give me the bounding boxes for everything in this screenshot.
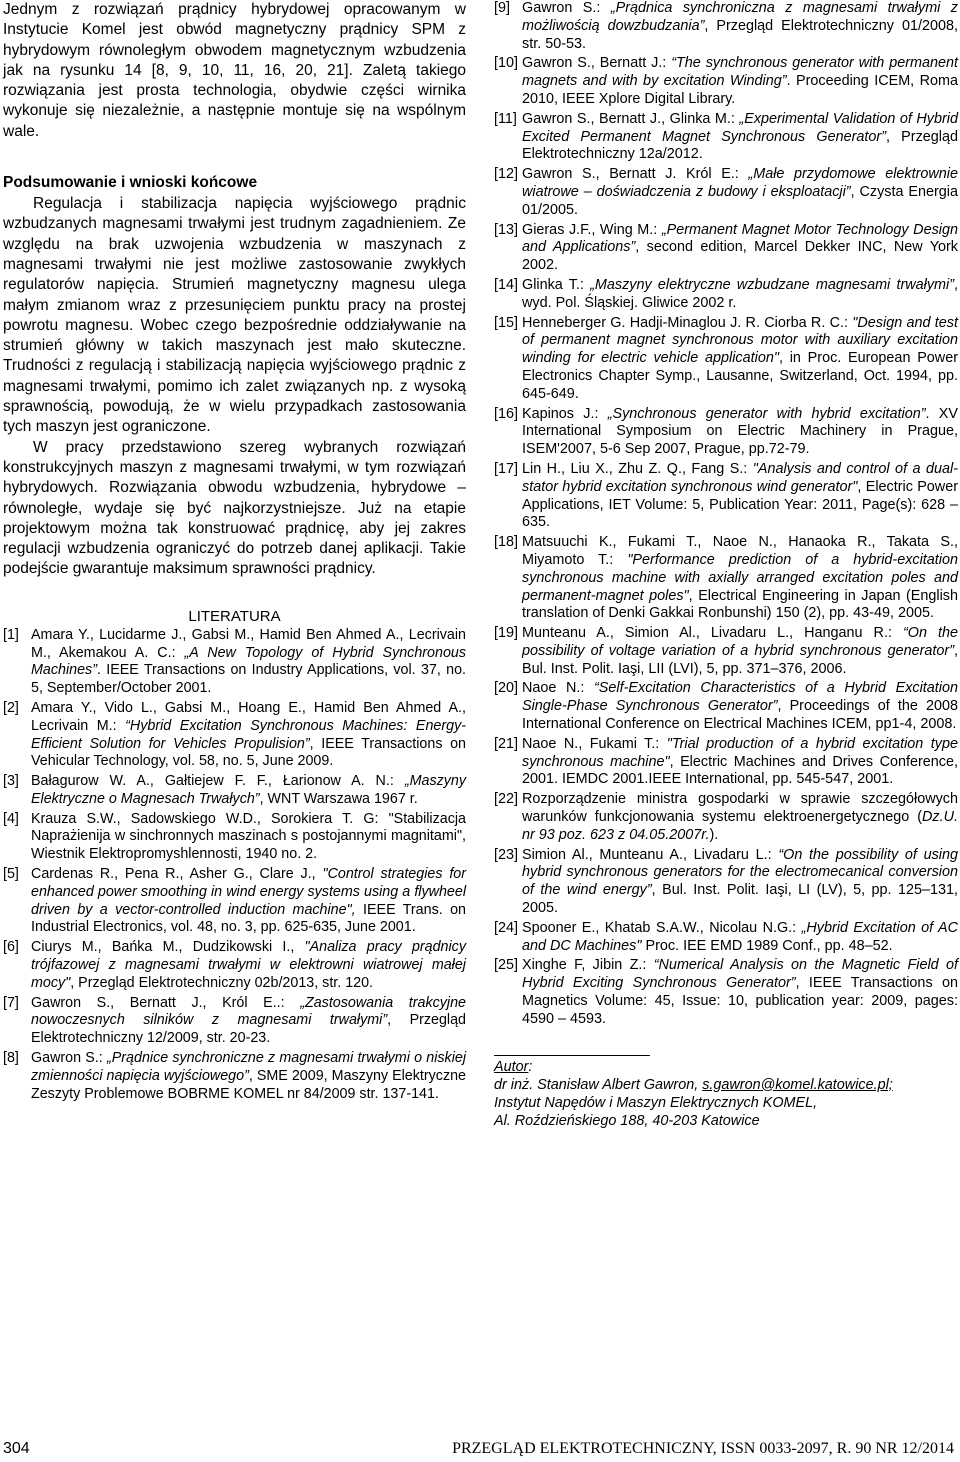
reference-source: , Przegląd Elektrotechniczny 12/2009, str. 20-23. (31, 1012, 466, 1047)
reference-item (494, 957, 958, 1028)
reference-title: "Performance prediction of a hybrid-excitation synchronous machine with axially arranged excitation poles and permanent-magnet poles" (522, 551, 958, 604)
reference-authors: Gawron S., Bernatt J., Król E..: (31, 994, 301, 1011)
reference-number: [14] (494, 276, 519, 293)
reference-item (494, 222, 958, 275)
reference-authors: Matsuuchi K., Fukami T., Naoe N., Hanaoka R., Takata S., Miyamoto T.: (522, 534, 958, 568)
reference-number: [3] (3, 773, 19, 790)
right-reference-list (494, 0, 958, 1029)
reference-item (494, 625, 958, 678)
reference-title: "Analysis and control of a dual-stator hybrid excitation synchronous wind generator" (522, 460, 958, 495)
reference-text (522, 406, 958, 459)
reference-authors: Lin H., Liu X., Zhu Z. Q., Fang S.: (522, 460, 753, 477)
reference-number: [16] (494, 405, 519, 422)
reference-title: "Control strategies for enhanced power smoothing in wind energy systems using a flywheel driven by a vector-controlled induction machine", (31, 866, 467, 918)
reference-title: „Prądnice synchroniczne z magnesami trwałymi o niskiej zmienności napięcia wyjściowego” (31, 1050, 466, 1084)
reference-title: “Self-Excitation Characteristics of a Hybrid Excitation Single-Phase Synchronous Generator” (522, 680, 958, 715)
author-address: Al. Roździeńskiego 188, 40-203 Katowice (494, 1112, 760, 1129)
reference-item (494, 406, 958, 459)
reference-item (3, 773, 466, 809)
reference-number: [6] (3, 939, 19, 956)
reference-title: „Maszyny Elektryczne o Magnesach Trwałych” (31, 773, 466, 807)
reference-text (522, 534, 958, 623)
reference-authors: Simion Al., Munteanu A., Livadaru L.: (522, 846, 779, 863)
reference-title: "Design and test of permanent magnet synchronous motor with auxiliary excitation winding for electric vehicle application" (522, 314, 958, 367)
reference-number: [2] (3, 699, 19, 716)
reference-source: . IEEE Transactions on Industry Applications, vol. 37, no. 5, September/October 2001. (31, 662, 466, 697)
reference-item (494, 534, 958, 623)
author-email-link[interactable]: s.gawron@komel.katowice.pl; (702, 1076, 893, 1093)
page-footer (0, 1440, 960, 1462)
reference-text (522, 222, 958, 275)
reference-number: [23] (494, 846, 519, 863)
reference-item (494, 0, 958, 53)
reference-text (31, 773, 466, 809)
reference-text (31, 1050, 466, 1103)
reference-number: [19] (494, 625, 519, 642)
summary-paragraph-1: Regulacja i stabilizacja napięcia wyjściowego prądnic wzbudzanych magnesami trwałymi jest trudnym zagadnieniem. Ze względu na brak uzwojenia wzbudzenia w maszynach z magnesami trwałymi nie jest możliwe zastosowanie zwykłych regulatorów napięcia. Strumień magnetyczny magnesu ulega małym zmianom wraz z przesunięciem punktu pracy na prostej powrotu magnesu. Wobec czego bezpośrednie oddziaływanie na strumień główny w takich maszynach jest mało skuteczne. Trudności z regulacją i stabilizacją napięcia wyjściowego prądnic z magnesami trwałymi, pomimo ich zalet związanych np. z wysoką sprawnością, powodują, że w wielu przypadkach zastosowania tych maszyn jest ograniczone. (3, 195, 466, 436)
reference-title: “Hybrid Excitation Synchronous Machines: Energy-Efficient Solution for Vehicles Propulision” (31, 717, 466, 752)
reference-authors: Naoe N., Fukami T.: (522, 735, 667, 752)
reference-title: „Hybrid Excitation of AC and DC Machines" (522, 919, 959, 954)
reference-number: [9] (494, 0, 510, 16)
reference-title: “On the possibility of using hybrid synchronous generators for the electromecanical conversion of the wind energy” (522, 846, 958, 899)
reference-text (522, 315, 958, 404)
reference-title: "Analiza pracy prądnicy trójfazowej z magnesami trwałymi w elektrowni wiatrowej małej mocy" (31, 939, 466, 991)
reference-source: Proc. IEE EMD 1989 Conf., pp. 48–52. (641, 937, 893, 954)
reference-source: , Przegląd Elektrotechniczny 01/2008, str. 50-53. (522, 17, 958, 52)
reference-number: [7] (3, 994, 19, 1011)
reference-item (3, 700, 466, 771)
reference-source: . Proceeding ICEM, Roma 2010, IEEE Xplore Digital Library. (522, 73, 958, 107)
reference-authors: Gawron S., Bernatt J., Glinka M.: (522, 110, 740, 127)
author-name: dr inż. Stanisław Albert Gawron, (494, 1076, 703, 1093)
reference-source: . XV International Symposium on Electric Machinery in Prague, ISEM'2007, 5-6 Sep 2007, Prague, pp.72-79. (522, 405, 958, 458)
reference-item (494, 55, 958, 108)
reference-authors: Spooner E., Khatab S.A.W., Nicolau N.G.: (522, 919, 802, 936)
reference-source: , Przegląd Elektrotechniczny 02b/2013, str. 120. (70, 974, 374, 991)
reference-item (3, 1050, 466, 1103)
reference-item (3, 939, 466, 992)
reference-source: , Czysta Energia 01/2005. (522, 183, 959, 218)
reference-authors: Bałagurow W. A., Gałtiejew F. F., Łarionow A. N.: (31, 773, 405, 790)
reference-authors: Gawron S.: (522, 0, 611, 16)
reference-source: , Bul. Inst. Polit. Iaşi, LI (LV), 5, pp. 125–131, 2005. (522, 882, 958, 917)
reference-authors: Henneberger G. Hadji-Minaglou J. R. Ciorba R. C.: (522, 314, 853, 331)
reference-source: , second edition, Marcel Dekker INC, New York 2002. (522, 239, 958, 274)
reference-authors: Glinka T.: (522, 276, 591, 293)
reference-source: , IEEE Transactions on Vehicular Technology, vol. 58, no. 5, June 2009. (31, 735, 466, 770)
reference-text (522, 847, 958, 918)
reference-title: „Experimental Validation of Hybrid Excited Permanent Magnet Synchronous Generator” (522, 110, 958, 145)
reference-authors: Cardenas R., Pena R., Asher G., Clare J., (31, 866, 323, 883)
reference-item (494, 680, 958, 733)
reference-source: IEEE Trans. on Industrial Electronics, vol. 48, no. 3, pp. 625-635, June 2001. (31, 901, 466, 936)
reference-item (494, 315, 958, 404)
reference-number: [24] (494, 919, 519, 936)
author-institute: Instytut Napędów i Maszyn Elektrycznych KOMEL, (494, 1094, 818, 1111)
reference-authors: Rozporządzenie ministra gospodarki w sprawie szczegółowych warunków funkcjonowania systemu elektroenergetycznego ( (522, 791, 958, 826)
reference-text (31, 995, 466, 1048)
reference-authors: Naoe N.: (522, 680, 595, 697)
reference-source: , Electrical Engineering in Japan (English translation of Denki Gakkai Ronbunshi) 150 (2), pp. 43-49, 2005. (522, 587, 958, 622)
reference-text (522, 0, 958, 53)
reference-number: [11] (494, 110, 517, 127)
reference-title: “On the possibility of voltage variation of a hybrid synchronous generator” (522, 625, 959, 659)
reference-text (522, 680, 958, 733)
author-divider (494, 1055, 650, 1056)
reference-text (522, 111, 958, 164)
reference-text (31, 939, 466, 992)
reference-text (522, 461, 958, 532)
reference-number: [21] (494, 735, 519, 752)
reference-authors: Kapinos J.: (522, 405, 608, 422)
reference-title: Dz.U. nr 93 poz. 623 z 04.05.2007r. (522, 809, 958, 843)
reference-title: „Małe przydomowe elektrownie wiatrowe – doświadczenia z budowy i eksploatacji” (522, 166, 958, 200)
reference-authors: Gawron S., Bernatt J.: (522, 55, 672, 72)
reference-text (522, 736, 958, 789)
reference-text (522, 277, 958, 313)
reference-number: [5] (3, 866, 19, 883)
reference-number: [12] (494, 166, 519, 183)
reference-source: , Electric Machines and Drives Conference, 2001. IEMDC 2001.IEEE International, pp. 545-547, 2001. (522, 753, 958, 788)
author-block: Autor: dr inż. Stanisław Albert Gawron, s.gawron@komel.katowice.pl; Instytut Napędów i Maszyn Elektrycznych KOMEL, Al. Roździeńskiego 188, 40-203 Katowice (494, 1058, 958, 1130)
reference-number: [1] (3, 626, 19, 643)
reference-title: „Prądnica synchroniczna z magnesami trwałymi z możliwością dowzbudzania” (522, 0, 958, 34)
reference-text (522, 166, 958, 219)
reference-authors: Amara Y., Vido L., Gabsi M., Hoang E., Hamid Ben Ahmed A., Lecrivain M.: (31, 699, 466, 734)
reference-item (3, 627, 466, 698)
reference-item (494, 847, 958, 918)
section-title: Podsumowanie i wnioski końcowe (3, 174, 258, 192)
reference-title: „A New Topology of Hybrid Synchronous Machines” (31, 644, 466, 679)
reference-title: "Trial production of a hybrid excitation type synchronous machine" (522, 735, 958, 770)
reference-number: [18] (494, 534, 519, 551)
reference-number: [15] (494, 314, 519, 331)
page-number: 304 (3, 1440, 30, 1457)
reference-number: [22] (494, 791, 519, 808)
reference-title: „Zastosowania trakcyjne nowoczesnych silników z magnesami trwałymi” (31, 994, 467, 1029)
reference-number: [17] (494, 460, 519, 477)
reference-item (3, 995, 466, 1048)
reference-source: , IEEE Transactions on Magnetics Volume: 45, Issue: 10, publication year: 2009, pages: 4590 – 4593. (522, 975, 958, 1027)
reference-authors: Xinghe F, Jibin Z.: (522, 957, 654, 974)
reference-item (494, 920, 958, 956)
reference-text (522, 920, 958, 956)
journal-name: PRZEGLĄD ELEKTROTECHNICZNY, ISSN 0033-2097, R. 90 NR 12/2014 (452, 1440, 954, 1457)
reference-number: [13] (494, 221, 519, 238)
reference-source: ). (709, 826, 719, 843)
reference-title: “Numerical Analysis on the Magnetic Field of Hybrid Exciting Synchronous Generator” (522, 957, 958, 992)
left-column (3, 0, 466, 1105)
reference-source: , Bul. Inst. Polit. Iaşi, LII (LVI), 5, pp. 371–376, 2006. (522, 642, 958, 677)
reference-source: , wyd. Pol. Śląskiej. Gliwice 2002 r. (522, 276, 959, 311)
summary-paragraph-2: W pracy przedstawiono szereg wybranych rozwiązań konstrukcyjnych maszyn z magnesami trwałymi, w tym rozwiązań hybrydowych. Rozwiązania obwodu wzbudzenia, hybrydowe – równoległe, wydaje się być najkorzystniejsze. Już na etapie projektowym można tak konstruować prądnicę, aby jej zakres regulacji wzbudzenia ograniczyć do potrzeb danej aplikacji. Takie podejście gwarantuje maksimum sprawności prądnicy. (3, 438, 466, 578)
reference-item (494, 111, 958, 164)
reference-authors: Ciurys M., Bańka M., Dudzikowski I., (31, 939, 305, 956)
reference-text (522, 957, 958, 1028)
reference-authors: Amara Y., Lucidarme J., Gabsi M., Hamid Ben Ahmed A., Lecrivain M., Akemakou A. C.: (31, 626, 466, 661)
right-column (494, 0, 958, 1130)
reference-title: „Synchronous generator with hybrid excitation” (607, 405, 926, 422)
reference-title: „Permanent Magnet Motor Technology Design and Applications” (522, 221, 958, 256)
reference-number: [25] (494, 957, 519, 974)
reference-text (31, 627, 466, 698)
reference-source: , in Proc. European Power Electronics Chapter Symp., Lausanne, Switzerland, Oct. 1994, pp. 645-649. (522, 350, 958, 402)
literature-title: LITERATURA (188, 607, 281, 625)
reference-text (522, 791, 958, 844)
reference-number: [4] (3, 810, 19, 827)
reference-item (494, 791, 958, 844)
reference-source: , Przegląd Elektrotechniczny 12a/2012. (522, 128, 958, 163)
reference-authors: Munteanu A., Simion Al., Livadaru L., Hanganu R.: (522, 625, 903, 642)
reference-authors: Gieras J.F., Wing M.: (522, 221, 662, 238)
reference-item (494, 166, 958, 219)
reference-authors: Gawron S.: (31, 1050, 107, 1067)
reference-title: „Maszyny elektryczne wzbudzane magnesami trwałymi” (590, 276, 955, 293)
reference-text (31, 700, 466, 771)
reference-item (494, 736, 958, 789)
reference-text (522, 625, 958, 678)
reference-number: [20] (494, 680, 519, 697)
reference-item (494, 461, 958, 532)
reference-source: , Electric Power Applications, IET Volume: 5, Publication Year: 2011, Page(s): 628 – 635. (522, 478, 958, 531)
reference-text (31, 811, 466, 864)
reference-source: , SME 2009, Maszyny Elektryczne Zeszyty Problemowe BOBRME KOMEL nr 84/2009 str. 137-141. (31, 1067, 466, 1102)
author-label: Autor (494, 1058, 529, 1075)
reference-authors: Gawron S., Bernatt J. Król E.: (522, 166, 749, 183)
reference-text (522, 55, 958, 108)
reference-number: [10] (494, 55, 519, 72)
reference-text (31, 866, 466, 937)
left-reference-list (3, 627, 466, 1104)
reference-title: “The synchronous generator with permanent magnets and with by excitation Winding” (522, 55, 958, 90)
reference-authors: Krauza S.W., Sadowskiego W.D., Sorokiera T. G: "Stabilizacja Naprażienija w sinchronnych maszinach s postojannymi magnitami", Wiestnik Elektropromyshlennosti, 1940 no. 2. (31, 810, 466, 863)
reference-item (494, 277, 958, 313)
reference-source: , Proceedings of the 2008 International Conference on Electrical Machines ICEM, pp1-4, 2008. (522, 698, 958, 733)
reference-item (3, 866, 466, 937)
intro-paragraph: Jednym z rozwiązań prądnicy hybrydowej opracowanym w Instytucie Komel jest obwód magnetyczny prądnicy SPM z hybrydowym równoległym obwodem magnetycznym wzbudzenia jak na rysunku 14 [8, 9, 10, 11, 16, 20, 21]. Zaletą takiego rozwiązania jest prosta technologia, obydwie części wirnika wykonuje się niezależnie, a następnie montuje się na wspólnym wale. (3, 1, 466, 140)
reference-source: , WNT Warszawa 1967 r. (259, 790, 418, 807)
reference-number: [8] (3, 1050, 19, 1067)
reference-item (3, 811, 466, 864)
